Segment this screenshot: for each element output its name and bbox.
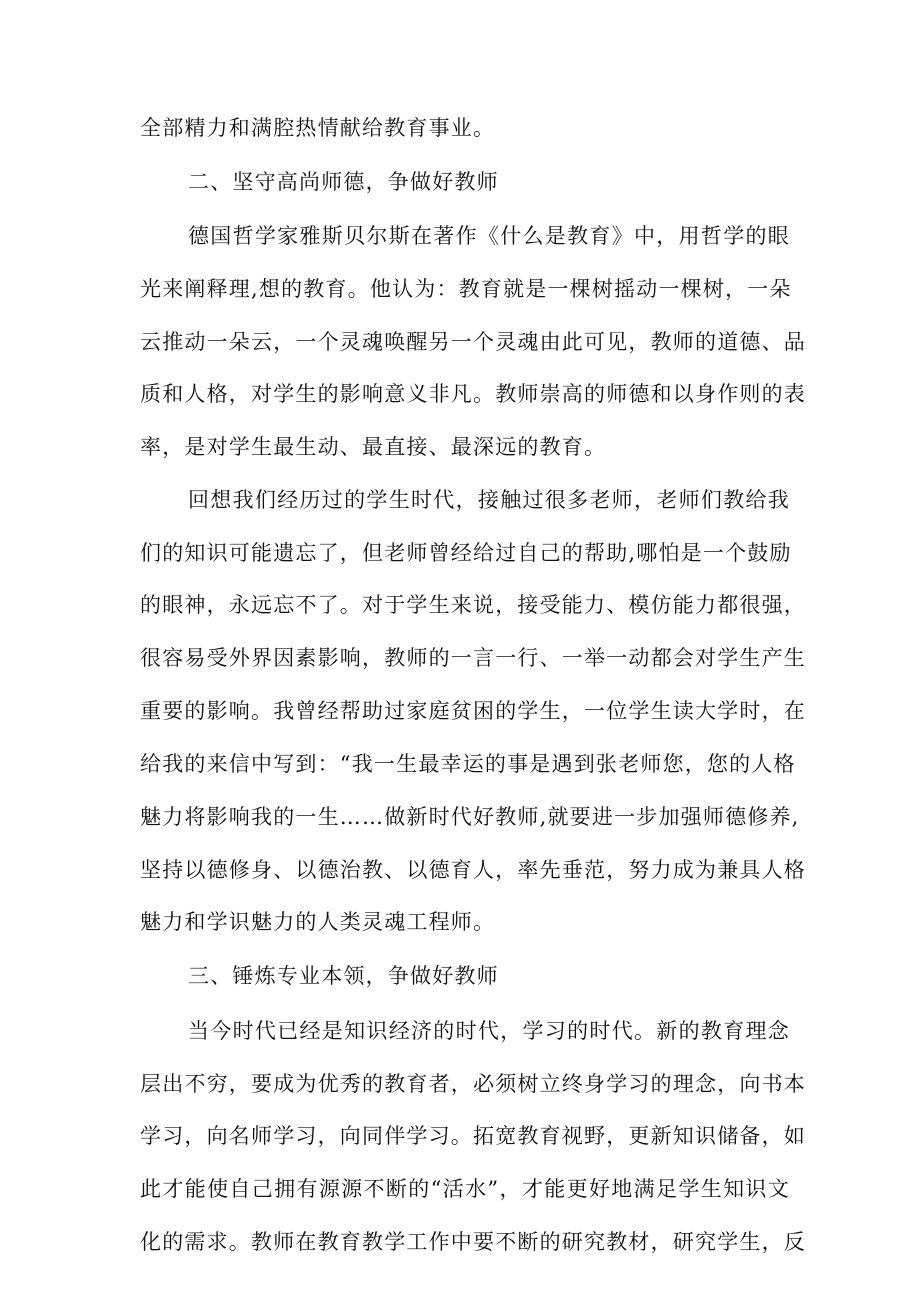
- paragraph-line: 质和人格，对学生的影响意义非凡。教师崇高的师德和以身作则的表: [140, 382, 806, 406]
- paragraph-line: 学习，向名师学习，向同伴学习。拓宽教育视野，更新知识储备，如: [140, 1124, 806, 1148]
- paragraph-line: 给我的来信中写到：“我一生最幸运的事是遇到张老师您，您的人格: [140, 752, 796, 776]
- paragraph-line: 魅力和学识魅力的人类灵魂工程师。: [140, 910, 496, 934]
- paragraph-line: 重要的影响。我曾经帮助过家庭贫困的学生，一位学生读大学时，在: [140, 699, 806, 723]
- paragraph-line: 化的需求。教师在教育教学工作中要不断的研究教材，研究学生，反: [140, 1230, 806, 1254]
- paragraph-line: 回想我们经历过的学生时代，接触过很多老师，老师们教给我: [188, 488, 790, 512]
- paragraph-line: 当今时代已经是知识经济的时代，学习的时代。新的教育理念: [188, 1019, 790, 1043]
- paragraph-line: 光来阐释理,想的教育。他认为：教育就是一棵树摇动一棵树，一朵: [140, 277, 792, 301]
- paragraph-line: 德国哲学家雅斯贝尔斯在著作《什么是教育》中，用哲学的眼: [188, 224, 790, 248]
- section-heading-3: 三、锤炼专业本领，争做好教师: [188, 964, 499, 988]
- paragraph-line: 们的知识可能遗忘了，但老师曾经给过自己的帮助,哪怕是一个鼓励: [140, 541, 792, 565]
- paragraph-line: 全部精力和满腔热情献给教育事业。: [140, 116, 496, 140]
- paragraph-line: 云推动一朵云，一个灵魂唤醒另一个灵魂由此可见，教师的道德、品: [140, 330, 806, 354]
- paragraph-line: 层出不穷，要成为优秀的教育者，必须树立终身学习的理念，向书本: [140, 1072, 806, 1096]
- section-heading-2: 二、坚守高尚师德，争做好教师: [188, 170, 499, 194]
- paragraph-line: 很容易受外界因素影响，教师的一言一行、一举一动都会对学生产生: [140, 646, 806, 670]
- paragraph-line: 的眼神，永远忘不了。对于学生来说，接受能力、模仿能力都很强，: [140, 593, 806, 617]
- paragraph-line: 魅力将影响我的一生……做新时代好教师,就要进一步加强师德修养,: [140, 805, 800, 829]
- paragraph-line: 率，是对学生最生动、最直接、最深远的教育。: [140, 435, 607, 459]
- paragraph-line: 坚持以德修身、以德治教、以德育人，率先垂范，努力成为兼具人格: [140, 858, 806, 882]
- paragraph-line: 此才能使自己拥有源源不断的“活水”，才能更好地满足学生知识文: [140, 1177, 790, 1201]
